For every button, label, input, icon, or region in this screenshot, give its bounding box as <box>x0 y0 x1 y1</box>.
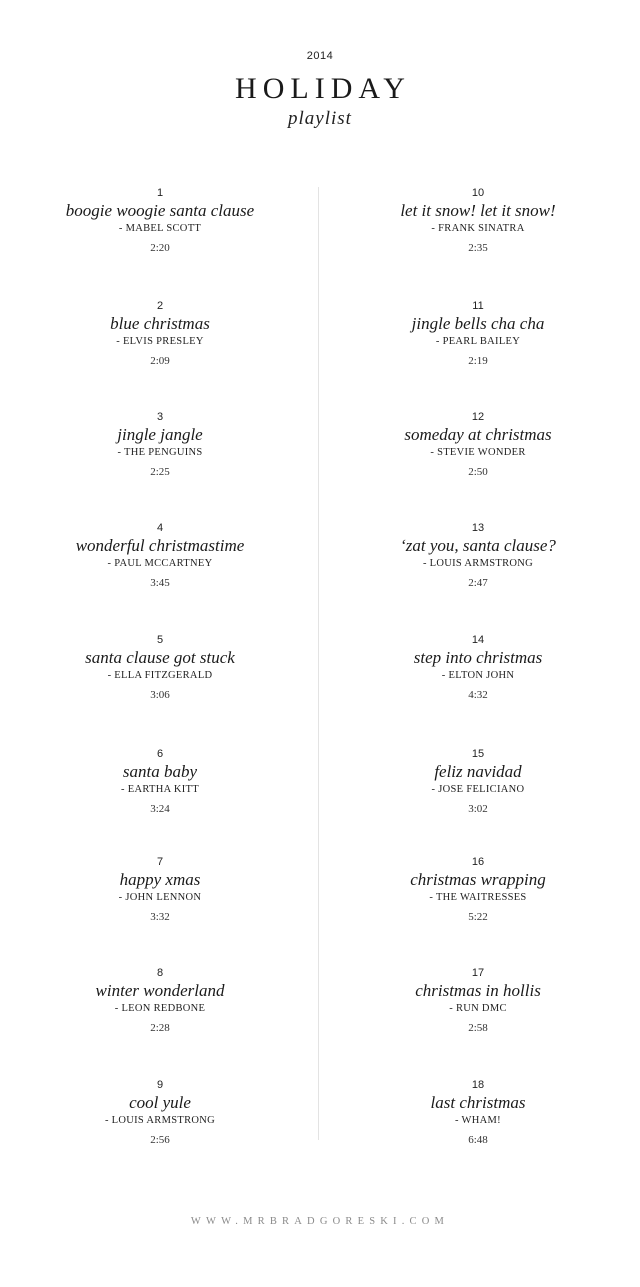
track-artist: - JOHN LENNON <box>118 892 202 903</box>
track-number: 14 <box>471 634 485 646</box>
track-item <box>0 186 320 255</box>
track-duration: 3:02 <box>468 803 488 815</box>
track-artist: - WHAM! <box>455 1115 501 1126</box>
track-song: step into christmas <box>413 648 543 667</box>
track-number: 16 <box>471 856 485 868</box>
track-duration: 2:28 <box>150 1022 170 1034</box>
track-song: let it snow! let it snow! <box>400 201 556 220</box>
track-duration: 4:32 <box>468 689 488 701</box>
track-item <box>318 299 638 368</box>
track-artist: - EARTHA KITT <box>121 784 199 795</box>
track-song: feliz navidad <box>434 762 522 781</box>
track-duration: 2:50 <box>468 466 488 478</box>
track-duration: 2:20 <box>150 242 170 254</box>
track-duration: 2:35 <box>468 242 488 254</box>
track-artist: - THE WAITRESSES <box>429 892 527 903</box>
track-item <box>0 747 320 816</box>
track-item <box>0 633 320 702</box>
track-artist: - ELLA FITZGERALD <box>107 670 213 681</box>
track-artist: - FRANK SINATRA <box>431 223 525 234</box>
track-artist: - ELTON JOHN <box>441 670 515 681</box>
track-song: santa baby <box>122 762 198 781</box>
track-number: 1 <box>156 187 164 199</box>
track-song: last christmas <box>430 1093 526 1112</box>
track-duration: 2:25 <box>150 466 170 478</box>
track-item <box>0 521 320 590</box>
track-item <box>318 521 638 590</box>
website-link[interactable]: WWW.MRBRADGORESKI.COM <box>190 1216 450 1227</box>
track-item <box>318 410 638 479</box>
track-item <box>0 299 320 368</box>
track-item <box>0 966 320 1035</box>
track-number: 3 <box>156 411 164 423</box>
track-number: 17 <box>471 967 485 979</box>
playlist-title: HOLIDAY <box>235 72 411 105</box>
track-duration: 3:32 <box>150 911 170 923</box>
track-artist: - MABEL SCOTT <box>118 223 202 234</box>
track-song: happy xmas <box>119 870 201 889</box>
track-artist: - LEON REDBONE <box>114 1003 206 1014</box>
track-item <box>0 410 320 479</box>
track-duration: 2:09 <box>150 355 170 367</box>
track-song: christmas in hollis <box>415 981 541 1000</box>
track-artist: - STEVIE WONDER <box>430 447 526 458</box>
track-song: winter wonderland <box>95 981 225 1000</box>
track-number: 6 <box>156 748 164 760</box>
track-duration: 2:47 <box>468 577 488 589</box>
track-duration: 2:58 <box>468 1022 488 1034</box>
track-number: 2 <box>156 300 164 312</box>
track-item <box>318 186 638 255</box>
track-number: 12 <box>471 411 485 423</box>
track-artist: - JOSE FELICIANO <box>431 784 525 795</box>
track-song: cool yule <box>129 1093 191 1112</box>
track-number: 5 <box>156 634 164 646</box>
track-number: 10 <box>471 187 485 199</box>
track-duration: 5:22 <box>468 911 488 923</box>
track-number: 7 <box>156 856 164 868</box>
track-song: santa clause got stuck <box>85 648 235 667</box>
track-song: ‘zat you, santa clause? <box>400 536 556 555</box>
track-item <box>318 633 638 702</box>
track-artist: - THE PENGUINS <box>117 447 203 458</box>
track-item <box>0 855 320 924</box>
track-number: 4 <box>156 522 164 534</box>
track-column-right <box>318 0 638 1287</box>
track-artist: - PAUL MCCARTNEY <box>107 558 213 569</box>
track-duration: 3:45 <box>150 577 170 589</box>
track-duration: 2:56 <box>150 1134 170 1146</box>
playlist-year: 2014 <box>306 50 334 62</box>
track-number: 9 <box>156 1079 164 1091</box>
track-artist: - LOUIS ARMSTRONG <box>104 1115 216 1126</box>
track-number: 11 <box>472 300 484 312</box>
track-duration: 6:48 <box>468 1134 488 1146</box>
track-song: jingle bells cha cha <box>411 314 545 333</box>
track-duration: 2:19 <box>468 355 488 367</box>
track-number: 8 <box>156 967 164 979</box>
playlist-subtitle: playlist <box>288 108 352 129</box>
track-item <box>318 747 638 816</box>
track-item <box>0 1078 320 1147</box>
track-song: someday at christmas <box>404 425 552 444</box>
track-song: wonderful christmastime <box>75 536 245 555</box>
track-number: 15 <box>471 748 485 760</box>
track-item <box>318 966 638 1035</box>
track-item <box>318 1078 638 1147</box>
track-artist: - ELVIS PRESLEY <box>116 336 204 347</box>
track-number: 18 <box>471 1079 485 1091</box>
track-song: blue christmas <box>110 314 210 333</box>
track-artist: - LOUIS ARMSTRONG <box>422 558 534 569</box>
track-song: jingle jangle <box>117 425 203 444</box>
track-song: christmas wrapping <box>410 870 546 889</box>
track-item <box>318 855 638 924</box>
track-artist: - RUN DMC <box>449 1003 507 1014</box>
track-artist: - PEARL BAILEY <box>435 336 521 347</box>
track-duration: 3:06 <box>150 689 170 701</box>
track-duration: 3:24 <box>150 803 170 815</box>
track-song: boogie woogie santa clause <box>65 201 255 220</box>
track-number: 13 <box>471 522 485 534</box>
